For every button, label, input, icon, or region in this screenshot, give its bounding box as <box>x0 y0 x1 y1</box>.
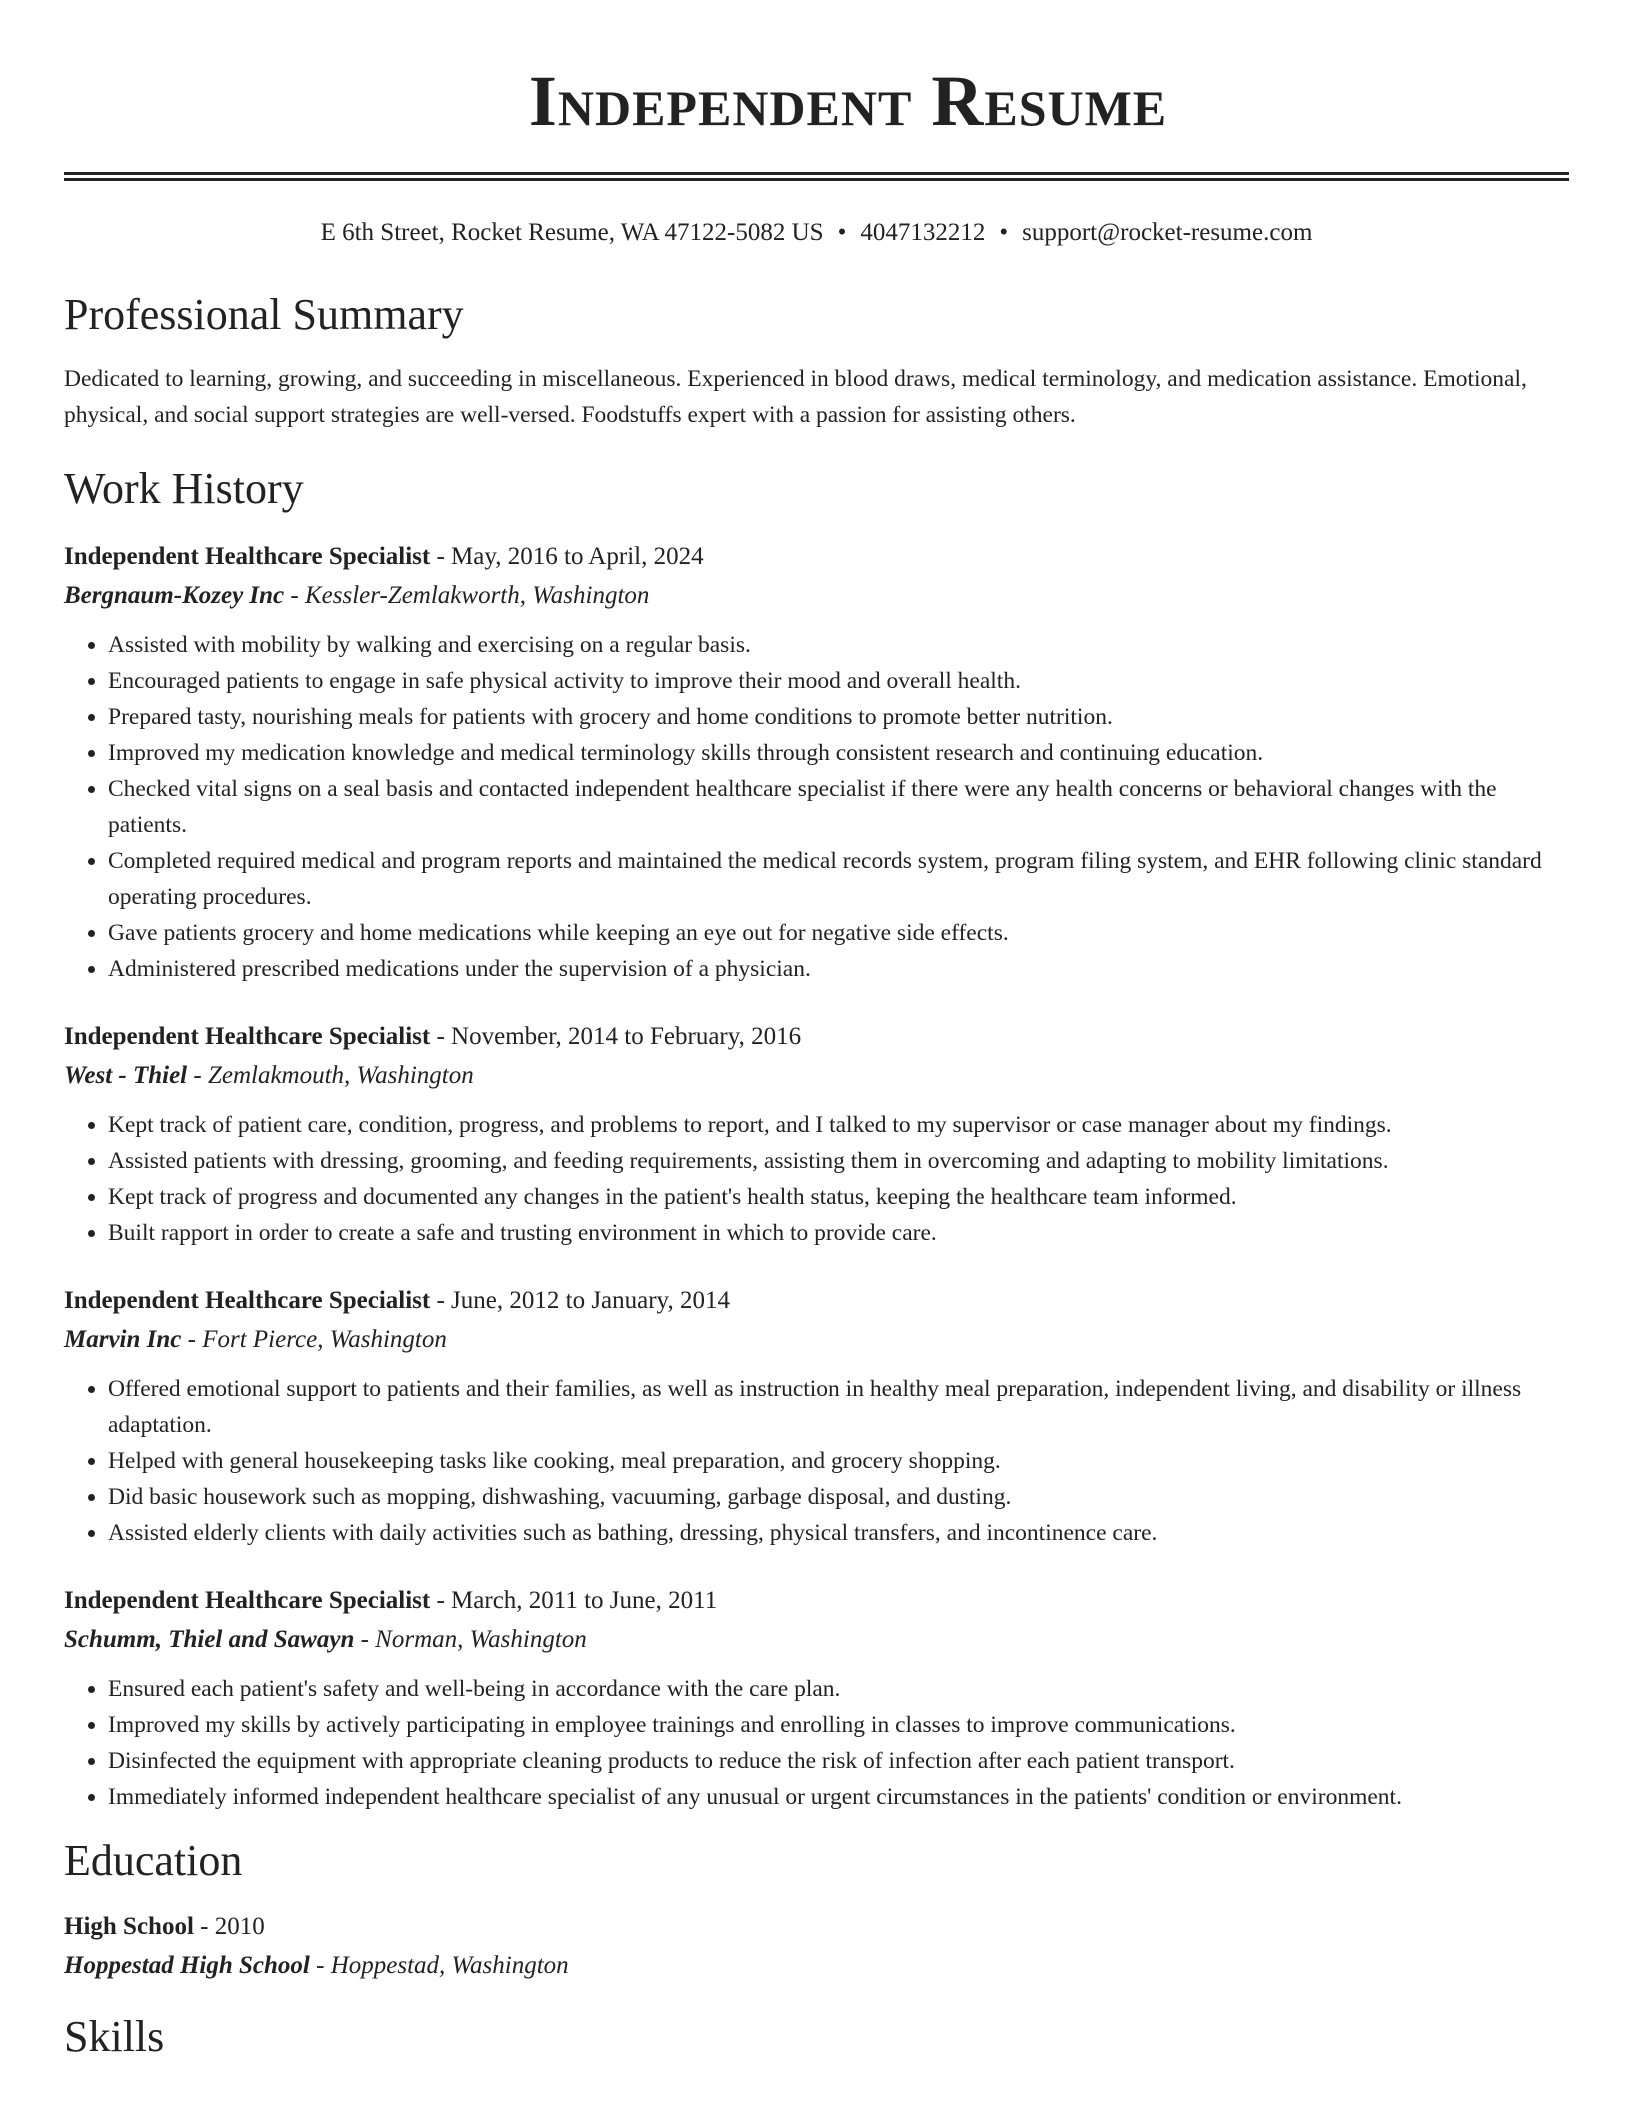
job-bullet-item: • Completed required medical and program reports and maintained the medical records system, program filing system, and EHR following clinic standard operating procedures. <box>108 843 1569 915</box>
education-entry <box>64 1907 1632 1985</box>
summary-heading: Professional Summary <box>64 290 464 339</box>
resume-title: Independent Resume <box>528 61 1168 141</box>
job-title: Independent Healthcare Specialist <box>64 1287 431 1314</box>
job-bullet-item: • Kept track of patient care, condition, progress, and problems to report, and I talked to my supervisor or case manager about my findings. <box>108 1107 1569 1143</box>
job-company: Schumm, Thiel and Sawayn <box>64 1626 355 1653</box>
education-degree: High School <box>64 1913 194 1940</box>
job-bullet-list <box>64 1671 1569 1815</box>
contact-email: support@rocket-resume.com <box>1022 219 1313 246</box>
job-bullet-item: • Assisted patients with dressing, grooming, and feeding requirements, assisting them in overcoming and adapting to mobility limitations. <box>108 1143 1569 1179</box>
job-entry <box>64 1581 1632 1815</box>
job-location: - Norman, Washington <box>354 1626 587 1653</box>
contact-address: E 6th Street, Rocket Resume, WA 47122-5082 US <box>320 219 824 246</box>
education-degree-line <box>64 1907 1632 1947</box>
job-entry <box>64 537 1632 987</box>
job-company: Bergnaum-Kozey Inc <box>64 582 285 609</box>
job-dates: - November, 2014 to February, 2016 <box>430 1023 802 1050</box>
contact-line <box>64 217 1569 249</box>
job-location: - Fort Pierce, Washington <box>181 1326 447 1353</box>
education-year: - 2010 <box>193 1913 265 1940</box>
job-entry <box>64 1017 1632 1251</box>
job-company-line <box>64 1621 1632 1659</box>
education-heading: Education <box>64 1836 243 1885</box>
job-title-line <box>64 1017 1632 1057</box>
job-company-line <box>64 1321 1632 1359</box>
job-bullet-item: • Checked vital signs on a seal basis and contacted independent healthcare specialist if there were any health concerns or behavioral changes with the patients. <box>108 771 1569 843</box>
job-bullet-item: • Administered prescribed medications under the supervision of a physician. <box>108 951 1569 987</box>
job-company: West - Thiel <box>64 1062 188 1089</box>
job-bullet-item: • Improved my skills by actively participating in employee trainings and enrolling in classes to improve communications. <box>108 1707 1569 1743</box>
job-bullet-list <box>64 1107 1569 1251</box>
resume-page <box>64 0 1632 2065</box>
summary-text: Dedicated to learning, growing, and succeeding in miscellaneous. Experienced in blood draws, medical terminology, and medication assistance. Emotional, physical, and social support strategies are well-versed. Foodstuffs expert with a passion for assisting others. <box>64 366 1527 428</box>
job-company: Marvin Inc <box>64 1326 182 1353</box>
job-company-line <box>64 577 1632 615</box>
job-dates: - March, 2011 to June, 2011 <box>430 1587 718 1614</box>
education-school: Hoppestad High School <box>64 1952 310 1979</box>
job-title: Independent Healthcare Specialist <box>64 1023 431 1050</box>
job-bullet-item: • Offered emotional support to patients and their families, as well as instruction in healthy meal preparation, independent living, and disability or illness adaptation. <box>108 1371 1569 1443</box>
job-bullet-item: • Encouraged patients to engage in safe physical activity to improve their mood and overall health. <box>108 663 1569 699</box>
work-history-list <box>64 537 1632 1815</box>
job-bullet-item: • Kept track of progress and documented any changes in the patient's health status, keeping the healthcare team informed. <box>108 1179 1569 1215</box>
job-bullet-item: • Ensured each patient's safety and well-being in accordance with the care plan. <box>108 1671 1569 1707</box>
job-location: - Kessler-Zemlakworth, Washington <box>284 582 650 609</box>
job-bullet-list <box>64 1371 1569 1551</box>
job-title: Independent Healthcare Specialist <box>64 1587 431 1614</box>
job-bullet-item: • Built rapport in order to create a safe and trusting environment in which to provide care. <box>108 1215 1569 1251</box>
contact-separator: • <box>837 219 847 246</box>
job-bullet-item: • Assisted with mobility by walking and exercising on a regular basis. <box>108 627 1569 663</box>
job-title-line <box>64 537 1632 577</box>
job-bullet-item: • Assisted elderly clients with daily activities such as bathing, dressing, physical transfers, and incontinence care. <box>108 1515 1569 1551</box>
job-title: Independent Healthcare Specialist <box>64 543 431 570</box>
job-bullet-item: • Did basic housework such as mopping, dishwashing, vacuuming, garbage disposal, and dusting. <box>108 1479 1569 1515</box>
job-company-line <box>64 1057 1632 1095</box>
job-title-line <box>64 1581 1632 1621</box>
contact-separator: • <box>999 219 1009 246</box>
contact-phone: 4047132212 <box>860 219 986 246</box>
job-bullet-item: • Improved my medication knowledge and medical terminology skills through consistent research and continuing education. <box>108 735 1569 771</box>
title-divider <box>64 172 1569 181</box>
job-entry <box>64 1281 1632 1551</box>
job-dates: - June, 2012 to January, 2014 <box>430 1287 730 1314</box>
skills-heading: Skills <box>64 2012 165 2061</box>
job-title-line <box>64 1281 1632 1321</box>
job-location: - Zemlakmouth, Washington <box>187 1062 474 1089</box>
job-bullet-item: • Immediately informed independent healthcare specialist of any unusual or urgent circumstances in the patients' condition or environment. <box>108 1779 1569 1815</box>
job-dates: - May, 2016 to April, 2024 <box>430 543 704 570</box>
work-history-heading: Work History <box>64 464 304 513</box>
education-school-line <box>64 1947 1632 1985</box>
education-location: - Hoppestad, Washington <box>309 1952 569 1979</box>
job-bullet-item: • Disinfected the equipment with appropriate cleaning products to reduce the risk of infection after each patient transport. <box>108 1743 1569 1779</box>
job-bullet-list <box>64 627 1569 987</box>
job-bullet-item: • Helped with general housekeeping tasks like cooking, meal preparation, and grocery shopping. <box>108 1443 1569 1479</box>
job-bullet-item: • Prepared tasty, nourishing meals for patients with grocery and home conditions to promote better nutrition. <box>108 699 1569 735</box>
job-bullet-item: • Gave patients grocery and home medications while keeping an eye out for negative side effects. <box>108 915 1569 951</box>
